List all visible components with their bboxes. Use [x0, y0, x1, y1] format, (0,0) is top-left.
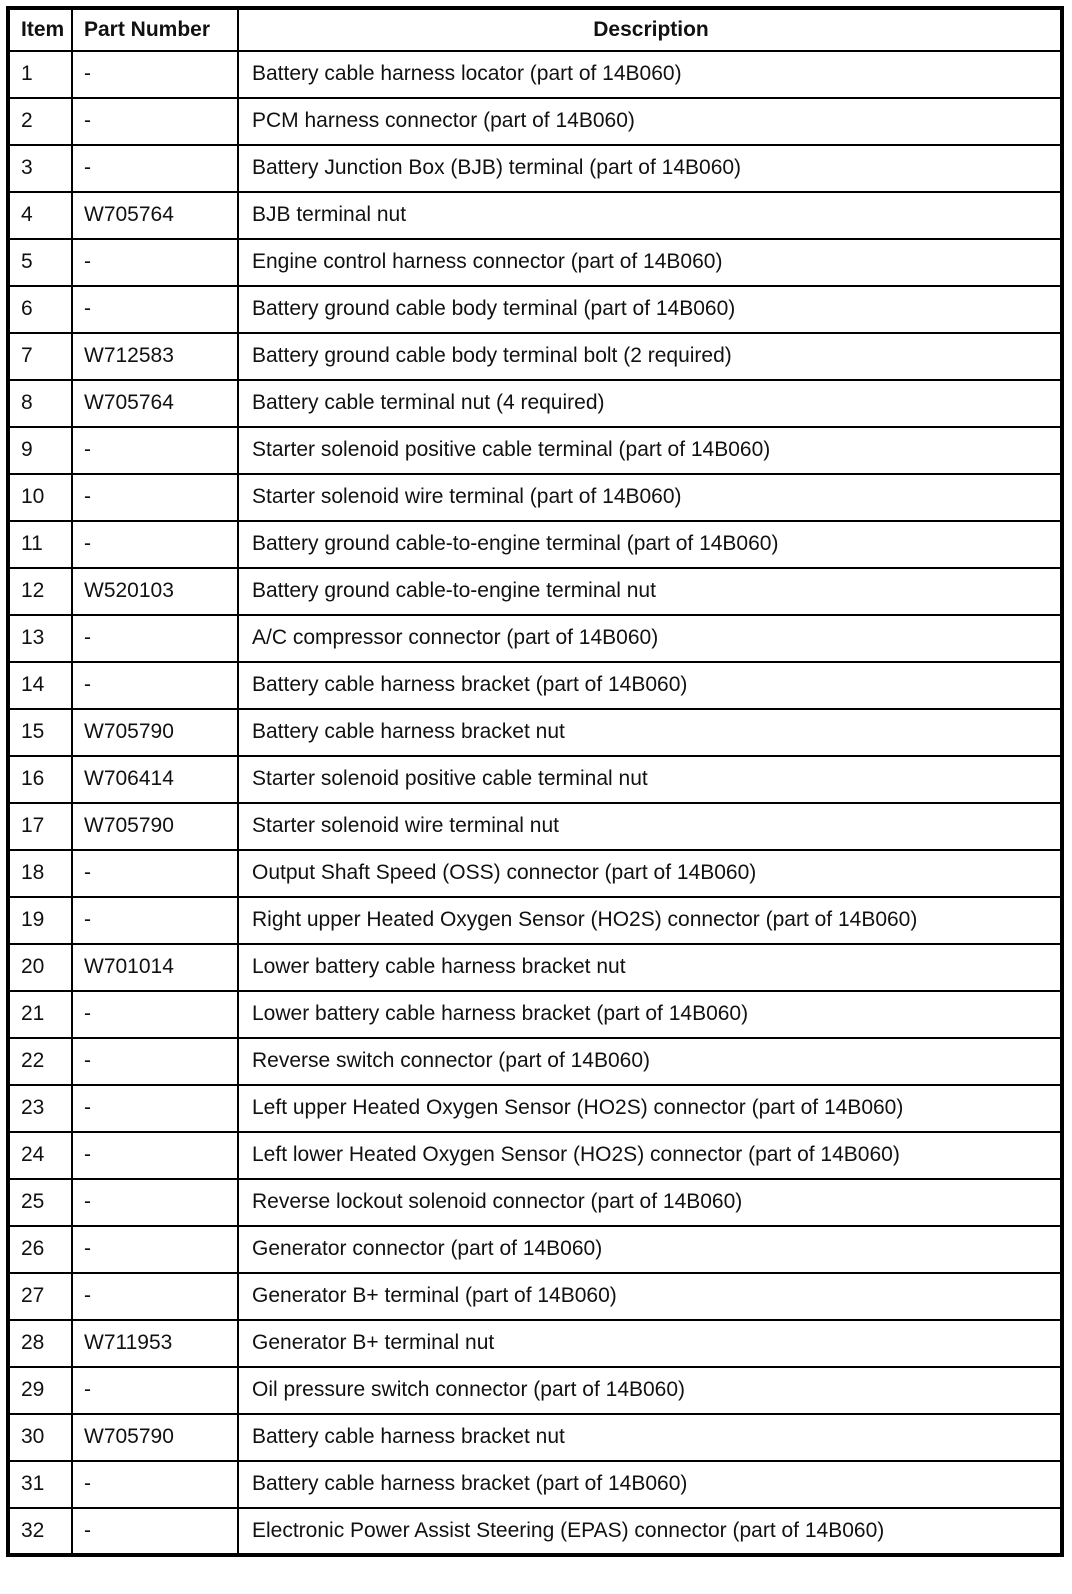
part-number-cell: W705790 — [72, 1414, 238, 1461]
item-cell: 14 — [8, 662, 72, 709]
part-number-cell: - — [72, 51, 238, 98]
description-cell: Starter solenoid wire terminal (part of 14B060) — [238, 474, 1062, 521]
table-row — [8, 98, 1062, 145]
table-row — [8, 568, 1062, 615]
item-cell: 12 — [8, 568, 72, 615]
description-cell: A/C compressor connector (part of 14B060) — [238, 615, 1062, 662]
description-cell: Battery Junction Box (BJB) terminal (part of 14B060) — [238, 145, 1062, 192]
description-cell: Right upper Heated Oxygen Sensor (HO2S) connector (part of 14B060) — [238, 897, 1062, 944]
table-row — [8, 286, 1062, 333]
item-cell: 8 — [8, 380, 72, 427]
description-cell: Left upper Heated Oxygen Sensor (HO2S) connector (part of 14B060) — [238, 1085, 1062, 1132]
part-number-cell: - — [72, 1461, 238, 1508]
table-row — [8, 1085, 1062, 1132]
table-row — [8, 474, 1062, 521]
description-cell: Battery cable harness bracket nut — [238, 1414, 1062, 1461]
description-cell: Battery cable harness bracket (part of 14B060) — [238, 662, 1062, 709]
description-cell: BJB terminal nut — [238, 192, 1062, 239]
table-row — [8, 803, 1062, 850]
parts-table-body — [8, 51, 1062, 1555]
table-row — [8, 1226, 1062, 1273]
table-row — [8, 192, 1062, 239]
description-cell: Reverse switch connector (part of 14B060) — [238, 1038, 1062, 1085]
item-cell: 9 — [8, 427, 72, 474]
part-number-cell: W712583 — [72, 333, 238, 380]
table-row — [8, 239, 1062, 286]
item-cell: 21 — [8, 991, 72, 1038]
description-cell: Electronic Power Assist Steering (EPAS) connector (part of 14B060) — [238, 1508, 1062, 1555]
item-cell: 28 — [8, 1320, 72, 1367]
part-number-cell: - — [72, 427, 238, 474]
part-number-cell: - — [72, 1508, 238, 1555]
part-number-cell: - — [72, 1085, 238, 1132]
part-number-cell: - — [72, 1367, 238, 1414]
description-cell: Starter solenoid positive cable terminal (part of 14B060) — [238, 427, 1062, 474]
item-cell: 31 — [8, 1461, 72, 1508]
item-cell: 11 — [8, 521, 72, 568]
part-number-cell: - — [72, 1273, 238, 1320]
item-cell: 16 — [8, 756, 72, 803]
table-row — [8, 333, 1062, 380]
table-row — [8, 51, 1062, 98]
item-cell: 27 — [8, 1273, 72, 1320]
item-cell: 29 — [8, 1367, 72, 1414]
table-row — [8, 380, 1062, 427]
description-cell: Battery ground cable body terminal (part of 14B060) — [238, 286, 1062, 333]
table-row — [8, 521, 1062, 568]
table-row — [8, 1414, 1062, 1461]
table-row — [8, 991, 1062, 1038]
description-cell: Engine control harness connector (part of 14B060) — [238, 239, 1062, 286]
part-number-cell: - — [72, 1179, 238, 1226]
description-cell: Battery ground cable-to-engine terminal nut — [238, 568, 1062, 615]
item-cell: 19 — [8, 897, 72, 944]
item-cell: 32 — [8, 1508, 72, 1555]
part-number-cell: - — [72, 662, 238, 709]
table-row — [8, 1273, 1062, 1320]
description-cell: PCM harness connector (part of 14B060) — [238, 98, 1062, 145]
item-cell: 25 — [8, 1179, 72, 1226]
item-cell: 13 — [8, 615, 72, 662]
item-cell: 4 — [8, 192, 72, 239]
item-cell: 10 — [8, 474, 72, 521]
table-row — [8, 1367, 1062, 1414]
item-cell: 5 — [8, 239, 72, 286]
part-number-cell: - — [72, 991, 238, 1038]
description-cell: Starter solenoid wire terminal nut — [238, 803, 1062, 850]
part-number-column-header: Part Number — [72, 8, 238, 51]
table-row — [8, 145, 1062, 192]
table-row — [8, 662, 1062, 709]
item-cell: 2 — [8, 98, 72, 145]
item-cell: 18 — [8, 850, 72, 897]
item-cell: 20 — [8, 944, 72, 991]
part-number-cell: W706414 — [72, 756, 238, 803]
description-cell: Battery cable harness bracket (part of 14B060) — [238, 1461, 1062, 1508]
description-column-header: Description — [238, 8, 1062, 51]
part-number-cell: - — [72, 615, 238, 662]
table-row — [8, 1132, 1062, 1179]
description-cell: Generator B+ terminal (part of 14B060) — [238, 1273, 1062, 1320]
item-cell: 6 — [8, 286, 72, 333]
description-cell: Left lower Heated Oxygen Sensor (HO2S) connector (part of 14B060) — [238, 1132, 1062, 1179]
part-number-cell: W520103 — [72, 568, 238, 615]
item-cell: 30 — [8, 1414, 72, 1461]
description-cell: Lower battery cable harness bracket nut — [238, 944, 1062, 991]
table-row — [8, 709, 1062, 756]
description-cell: Starter solenoid positive cable terminal nut — [238, 756, 1062, 803]
item-cell: 17 — [8, 803, 72, 850]
description-cell: Generator B+ terminal nut — [238, 1320, 1062, 1367]
description-cell: Oil pressure switch connector (part of 14B060) — [238, 1367, 1062, 1414]
item-cell: 15 — [8, 709, 72, 756]
description-cell: Battery ground cable body terminal bolt (2 required) — [238, 333, 1062, 380]
part-number-cell: W711953 — [72, 1320, 238, 1367]
description-cell: Battery cable harness bracket nut — [238, 709, 1062, 756]
description-cell: Battery ground cable-to-engine terminal (part of 14B060) — [238, 521, 1062, 568]
table-row — [8, 1320, 1062, 1367]
table-row — [8, 850, 1062, 897]
description-cell: Battery cable terminal nut (4 required) — [238, 380, 1062, 427]
item-cell: 24 — [8, 1132, 72, 1179]
table-row — [8, 756, 1062, 803]
part-number-cell: - — [72, 850, 238, 897]
part-number-cell: - — [72, 98, 238, 145]
part-number-cell: W705764 — [72, 192, 238, 239]
table-row — [8, 897, 1062, 944]
table-row — [8, 944, 1062, 991]
description-cell: Generator connector (part of 14B060) — [238, 1226, 1062, 1273]
table-row — [8, 1461, 1062, 1508]
item-cell: 1 — [8, 51, 72, 98]
header-row — [8, 8, 1062, 51]
part-number-cell: W705790 — [72, 803, 238, 850]
item-cell: 23 — [8, 1085, 72, 1132]
item-cell: 26 — [8, 1226, 72, 1273]
table-row — [8, 1038, 1062, 1085]
part-number-cell: - — [72, 286, 238, 333]
description-cell: Reverse lockout solenoid connector (part of 14B060) — [238, 1179, 1062, 1226]
item-cell: 7 — [8, 333, 72, 380]
item-cell: 22 — [8, 1038, 72, 1085]
description-cell: Output Shaft Speed (OSS) connector (part of 14B060) — [238, 850, 1062, 897]
table-row — [8, 615, 1062, 662]
part-number-cell: W701014 — [72, 944, 238, 991]
part-number-cell: - — [72, 474, 238, 521]
part-number-cell: - — [72, 1038, 238, 1085]
table-row — [8, 427, 1062, 474]
part-number-cell: W705790 — [72, 709, 238, 756]
part-number-cell: - — [72, 145, 238, 192]
part-number-cell: - — [72, 521, 238, 568]
part-number-cell: - — [72, 1132, 238, 1179]
table-row — [8, 1508, 1062, 1555]
part-number-cell: - — [72, 239, 238, 286]
table-row — [8, 1179, 1062, 1226]
parts-table — [6, 6, 1064, 1557]
part-number-cell: W705764 — [72, 380, 238, 427]
item-cell: 3 — [8, 145, 72, 192]
description-cell: Battery cable harness locator (part of 14B060) — [238, 51, 1062, 98]
part-number-cell: - — [72, 897, 238, 944]
item-column-header: Item — [8, 8, 72, 51]
part-number-cell: - — [72, 1226, 238, 1273]
description-cell: Lower battery cable harness bracket (part of 14B060) — [238, 991, 1062, 1038]
